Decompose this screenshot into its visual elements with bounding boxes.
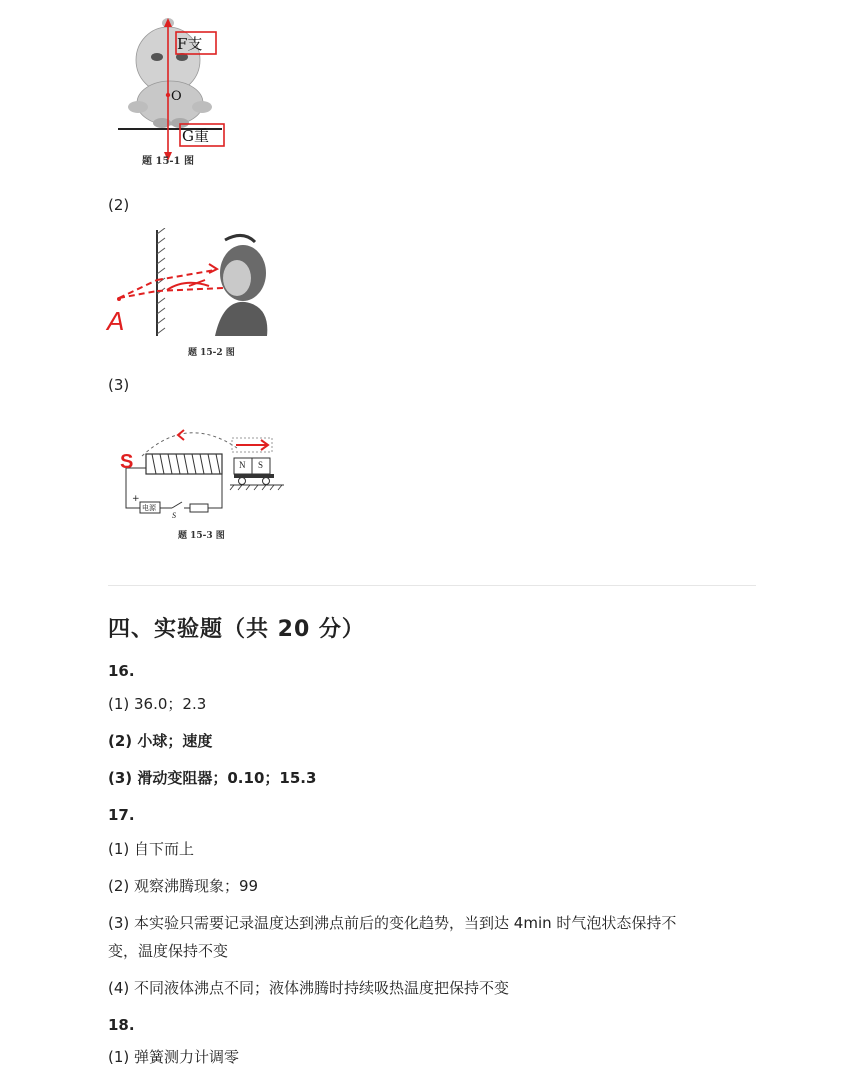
source-label: 电源 (142, 504, 156, 512)
q17-number: 17. (108, 806, 135, 824)
figure-15-1 (110, 15, 260, 175)
switch-lever (172, 502, 182, 508)
point-a (117, 297, 121, 301)
label-a: A (107, 306, 125, 336)
q16-answer-1: (1) 36.0；2.3 (108, 695, 207, 713)
magnet-s-label: S (258, 460, 264, 470)
q17-answer-1: (1) 自下而上 (108, 840, 195, 858)
part-marker-2: (2) (108, 196, 130, 214)
q18-answer-1: (1) 弹簧测力计调零 (108, 1048, 240, 1066)
cart-base (234, 474, 274, 478)
q16-answer-2: (2) 小球；速度 (108, 732, 213, 750)
solenoid (146, 454, 222, 474)
q16-number: 16. (108, 662, 135, 680)
figure-15-2 (105, 228, 275, 363)
field-direction-arrow (178, 430, 184, 440)
caption-15-3: 题 15-3 图 (178, 531, 225, 541)
figure-15-3 (112, 420, 302, 545)
person-body (215, 302, 267, 336)
resistor (190, 504, 208, 512)
caption-15-2: 题 15-2 图 (188, 348, 235, 358)
q17-answer-2: (2) 观察沸腾现象；99 (108, 877, 259, 895)
circuit-wire-right (208, 474, 222, 508)
center-point (166, 93, 170, 97)
light-rays (119, 270, 223, 298)
caption-15-1: 题 15-1 图 (142, 156, 194, 167)
mascot-body (137, 81, 203, 125)
q17-answer-4: (4) 不同液体沸点不同；液体沸腾时持续吸热温度把保持不变 (108, 979, 510, 997)
q17-answer-3-line-1: (3) 本实验只需要记录温度达到沸点前后的变化趋势，当到达 4min 时气泡状态保持不 (108, 914, 677, 932)
pole-label-s: S (120, 451, 134, 473)
label-f: F支 (177, 35, 203, 53)
label-g: G重 (182, 127, 209, 145)
person-face (223, 260, 251, 296)
switch-label: S (172, 511, 176, 520)
q18-number: 18. (108, 1016, 135, 1034)
figure-15-3-drawing (112, 420, 302, 525)
field-line (142, 433, 237, 456)
q17-answer-3-line-2: 变，温度保持不变 (108, 942, 229, 960)
section-title: 四、实验题（共 20 分） (108, 617, 365, 642)
figure-15-2-drawing (105, 228, 275, 338)
part-marker-3: (3) (108, 376, 130, 394)
section-divider (108, 585, 756, 586)
label-o: O (171, 89, 182, 104)
q16-answer-3: (3) 滑动变阻器；0.10；15.3 (108, 769, 317, 787)
ray-arrow (209, 264, 217, 273)
magnet-n-label: N (239, 460, 246, 470)
plus-label: + (132, 494, 140, 504)
